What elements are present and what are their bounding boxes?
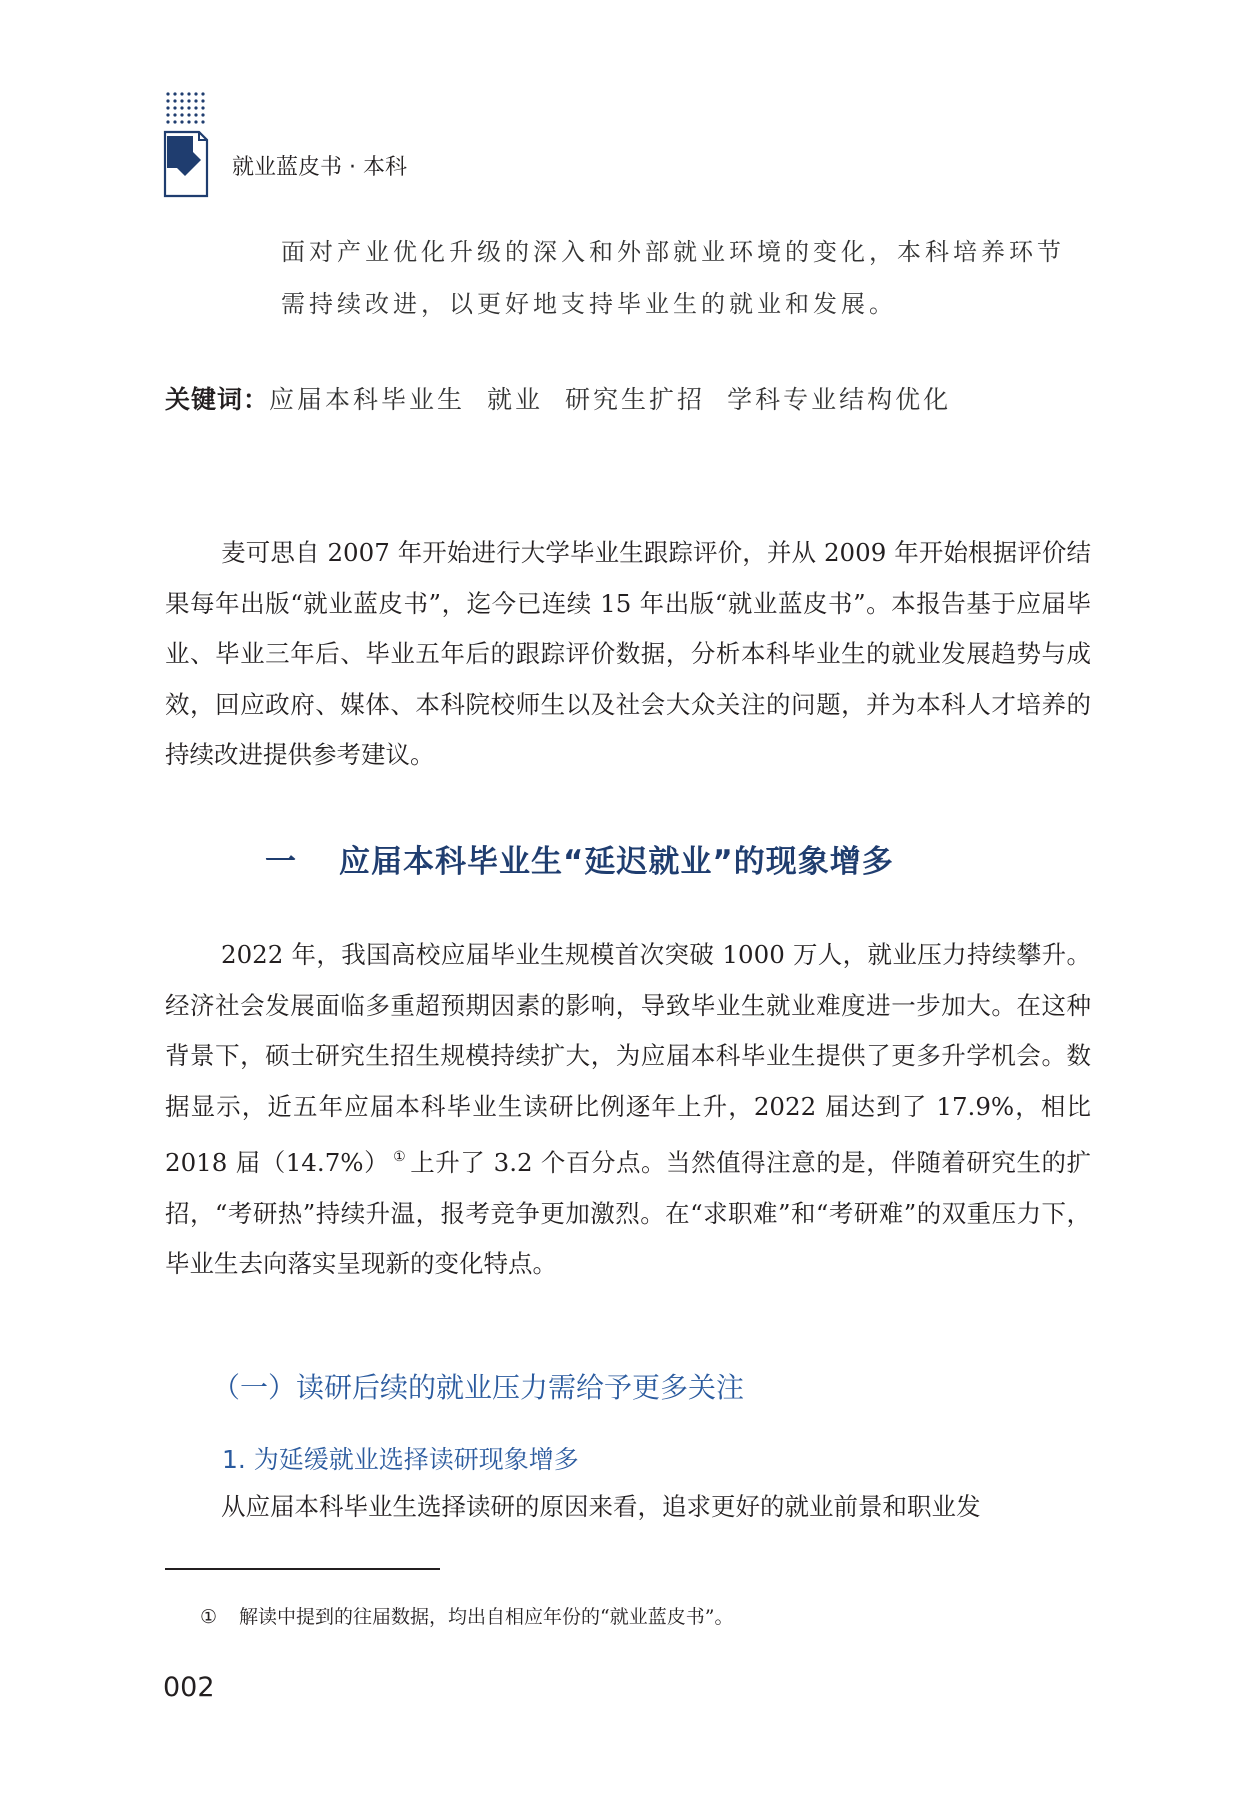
footnote-mark: ① — [200, 1606, 218, 1628]
keyword: 学科专业结构优化 — [727, 385, 952, 414]
section-text-before: 2022 年，我国高校应届毕业生规模首次突破 1000 万人，就业压力持续攀升。经济社会发展面临多重超预期因素的影响，导致毕业生就业难度进一步加大。在这种背景下，硕士研究生招生规模持续扩大，为应届本科毕业生提供了更多升学机会。数据显示，近五年应届本科毕业生读研比例逐年上升，2022 届达到了 17.9%，相比 2018 届（14.7%） — [165, 940, 1091, 1177]
book-series-logo — [163, 92, 211, 200]
section-heading — [265, 836, 894, 881]
section-number: 一 — [265, 844, 297, 880]
intro-paragraph — [165, 528, 1091, 781]
keyword: 就业 — [487, 385, 544, 414]
keyword: 应届本科毕业生 — [269, 385, 466, 414]
running-header-title: 就业蓝皮书 · 本科 — [232, 155, 407, 180]
abstract-text — [281, 226, 1091, 330]
intro-text: 麦可思自 2007 年开始进行大学毕业生跟踪评价，并从 2009 年开始根据评价结果每年出版“就业蓝皮书”，迄今已连续 15 年出版“就业蓝皮书”。本报告基于应届毕业、毕业三年后、毕业五年后的跟踪评价数据，分析本科毕业生的就业发展趋势与成效，回应政府、媒体、本科院校师生以及社会大众关注的问题，并为本科人才培养的持续改进提供参考建议。 — [165, 538, 1091, 769]
footnote — [200, 1602, 733, 1629]
footnote-reference[interactable]: ① — [393, 1149, 407, 1165]
footnote-text: 解读中提到的往届数据，均出自相应年份的“就业蓝皮书”。 — [239, 1606, 734, 1628]
keywords — [165, 380, 1085, 416]
section-paragraph — [165, 930, 1091, 1290]
section-text-after: 上升了 3.2 个百分点。当然值得注意的是，伴随着研究生的扩招，“考研热”持续升温，报考竞争更加激烈。在“求职难”和“考研难”的双重压力下，毕业生去向落实呈现新的变化特点。 — [165, 1148, 1092, 1278]
keyword: 研究生扩招 — [565, 385, 706, 414]
section-title: 应届本科毕业生“延迟就业”的现象增多 — [339, 844, 894, 880]
abstract-line: 面对产业优化升级的深入和外部就业环境的变化，本科培养环节 — [281, 238, 1065, 266]
abstract-line: 需持续改进，以更好地支持毕业生的就业和发展。 — [281, 290, 897, 318]
item-paragraph — [165, 1482, 1091, 1533]
item-text: 从应届本科毕业生选择读研的原因来看，追求更好的就业前景和职业发 — [221, 1492, 981, 1521]
page-number: 002 — [163, 1672, 215, 1703]
keywords-label: 关键词： — [165, 385, 270, 414]
subsection-heading: （一）读研后续的就业压力需给予更多关注 — [212, 1371, 745, 1404]
footnote-divider — [165, 1568, 440, 1570]
item-heading: 1. 为延缓就业选择读研现象增多 — [222, 1445, 579, 1474]
